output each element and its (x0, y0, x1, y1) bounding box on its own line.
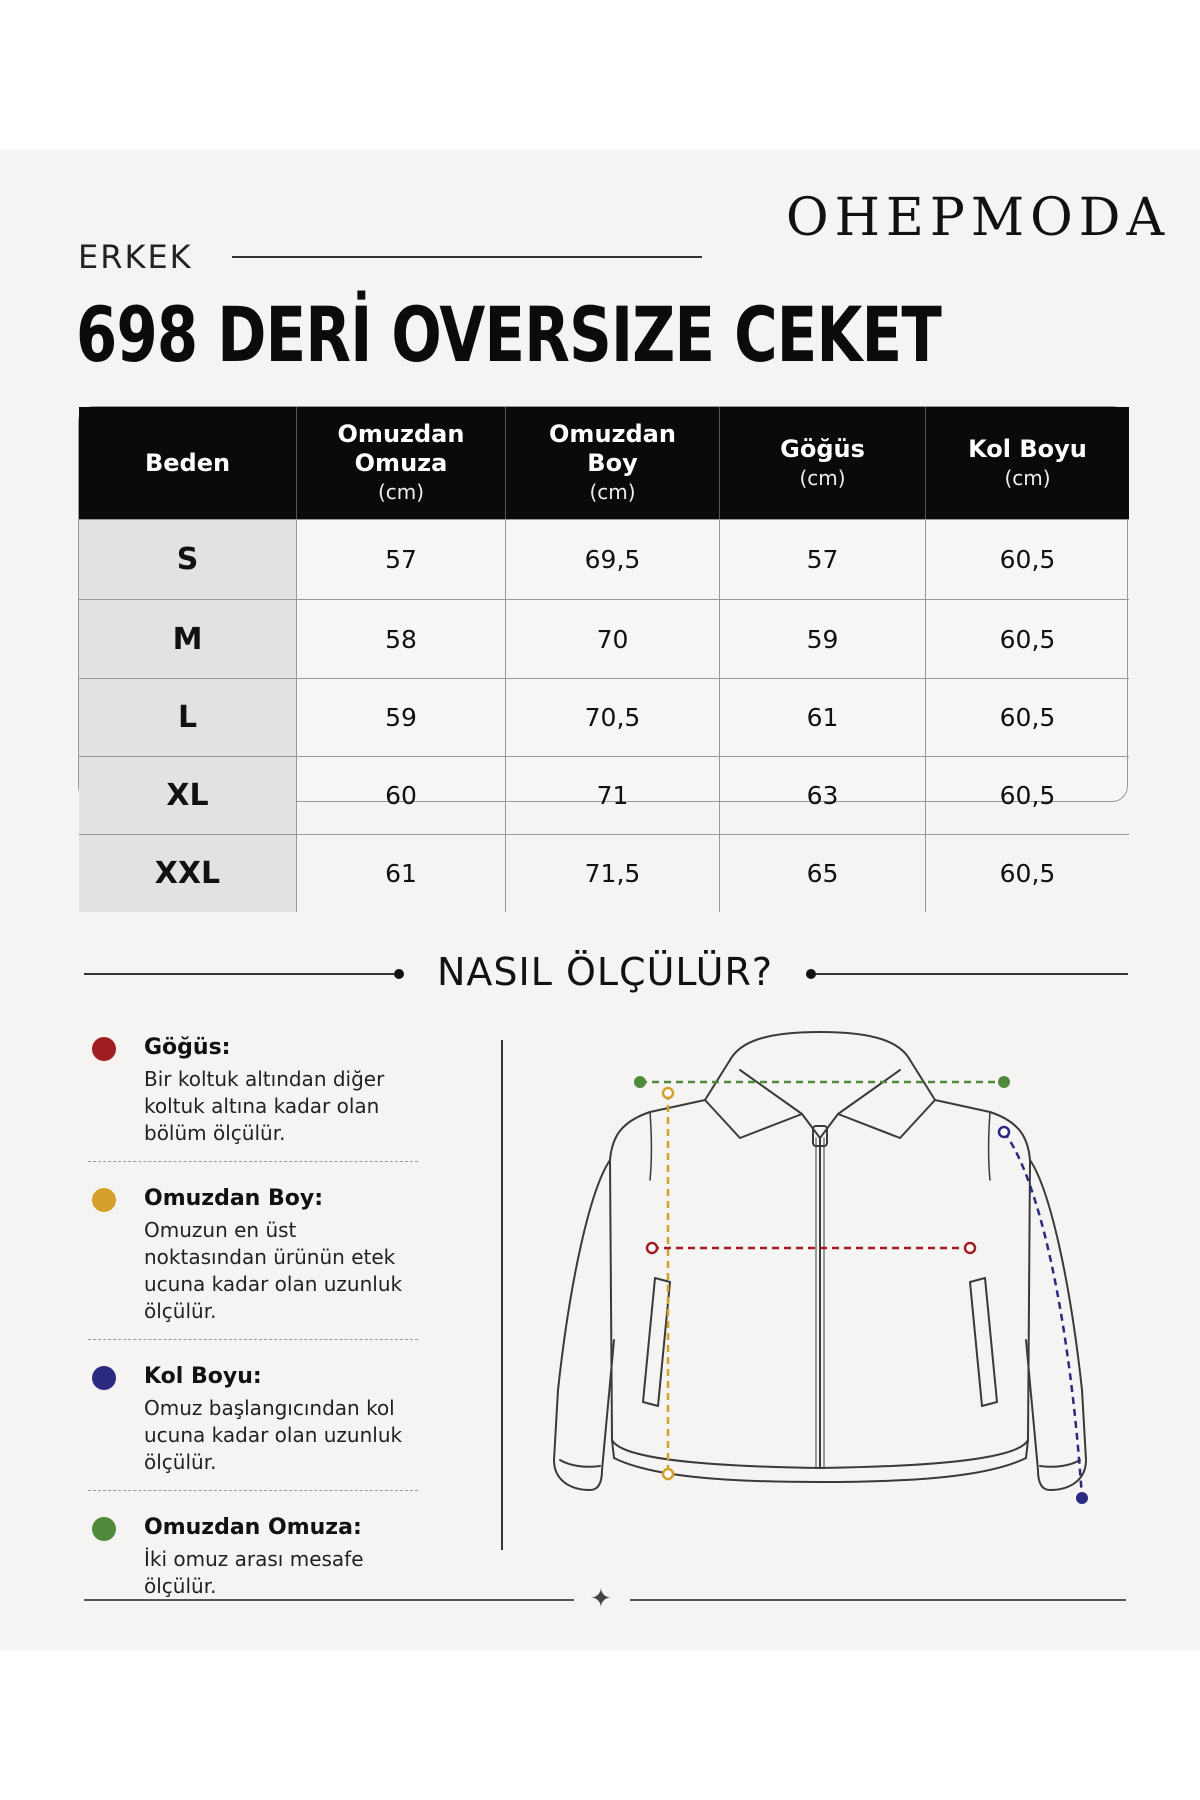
table-cell: 71,5 (505, 834, 719, 912)
brand-logo: OHEPMODA (785, 188, 1170, 248)
footer-divider-right (630, 1599, 1126, 1601)
product-title: 698 DERİ OVERSIZE CEKET (76, 290, 942, 379)
legend-item-shoulder: Omuzdan Omuza: İki omuz arası mesafe ölçülür. (88, 1513, 418, 1600)
table-cell: 60,5 (925, 519, 1129, 599)
table-cell: 60,5 (925, 678, 1129, 756)
table-cell-size: S (79, 519, 296, 599)
table-cell: 69,5 (505, 519, 719, 599)
table-cell: 63 (719, 756, 925, 834)
table-cell: 57 (296, 519, 505, 599)
section-divider-dot (394, 969, 404, 979)
table-cell: 58 (296, 599, 505, 678)
legend-separator (88, 1339, 418, 1340)
table-cell: 59 (296, 678, 505, 756)
table-cell-size: XL (79, 756, 296, 834)
category-label: ERKEK (78, 238, 193, 276)
shoulder-color-dot (92, 1517, 116, 1541)
table-cell-size: L (79, 678, 296, 756)
table-cell: 57 (719, 519, 925, 599)
legend-item-chest: Göğüs: Bir koltuk altından diğer koltuk altına kadar olan bölüm ölçülür. (88, 1033, 418, 1147)
length-color-dot (92, 1188, 116, 1212)
size-guide-card (0, 150, 1200, 1650)
section-divider-right (816, 973, 1128, 975)
how-to-measure-title: NASIL ÖLÇÜLÜR? (436, 950, 774, 994)
table-cell: 60 (296, 756, 505, 834)
table-cell-size: M (79, 599, 296, 678)
sparkle-icon: ✦ (590, 1584, 612, 1614)
table-cell: 71 (505, 756, 719, 834)
table-cell: 59 (719, 599, 925, 678)
footer-divider-left (84, 1599, 574, 1601)
sleeve-color-dot (92, 1366, 116, 1390)
legend-separator (88, 1490, 418, 1491)
table-header-sleeve: Kol Boyu (cm) (925, 407, 1129, 519)
table-cell: 60,5 (925, 599, 1129, 678)
measurement-legend (88, 1033, 418, 1600)
table-cell: 60,5 (925, 756, 1129, 834)
table-cell: 60,5 (925, 834, 1129, 912)
vertical-divider (501, 1040, 503, 1550)
table-cell: 65 (719, 834, 925, 912)
chest-color-dot (92, 1037, 116, 1061)
table-cell-size: XXL (79, 834, 296, 912)
jacket-illustration-icon (540, 1020, 1100, 1540)
table-header-chest: Göğüs (cm) (719, 407, 925, 519)
section-divider-dot (806, 969, 816, 979)
table-header-size: Beden (79, 407, 296, 519)
table-cell: 70,5 (505, 678, 719, 756)
legend-item-sleeve: Kol Boyu: Omuz başlangıcından kol ucuna kadar olan uzunluk ölçülür. (88, 1362, 418, 1476)
table-header-length: Omuzdan Boy (cm) (505, 407, 719, 519)
table-cell: 61 (719, 678, 925, 756)
legend-item-length: Omuzdan Boy: Omuzun en üst noktasından ürünün etek ucuna kadar olan uzunluk ölçülür. (88, 1184, 418, 1325)
table-header-shoulder-to-shoulder: Omuzdan Omuza (cm) (296, 407, 505, 519)
legend-separator (88, 1161, 418, 1162)
category-divider (232, 256, 702, 258)
size-table (78, 406, 1128, 891)
table-cell: 61 (296, 834, 505, 912)
section-divider-left (84, 973, 394, 975)
table-cell: 70 (505, 599, 719, 678)
